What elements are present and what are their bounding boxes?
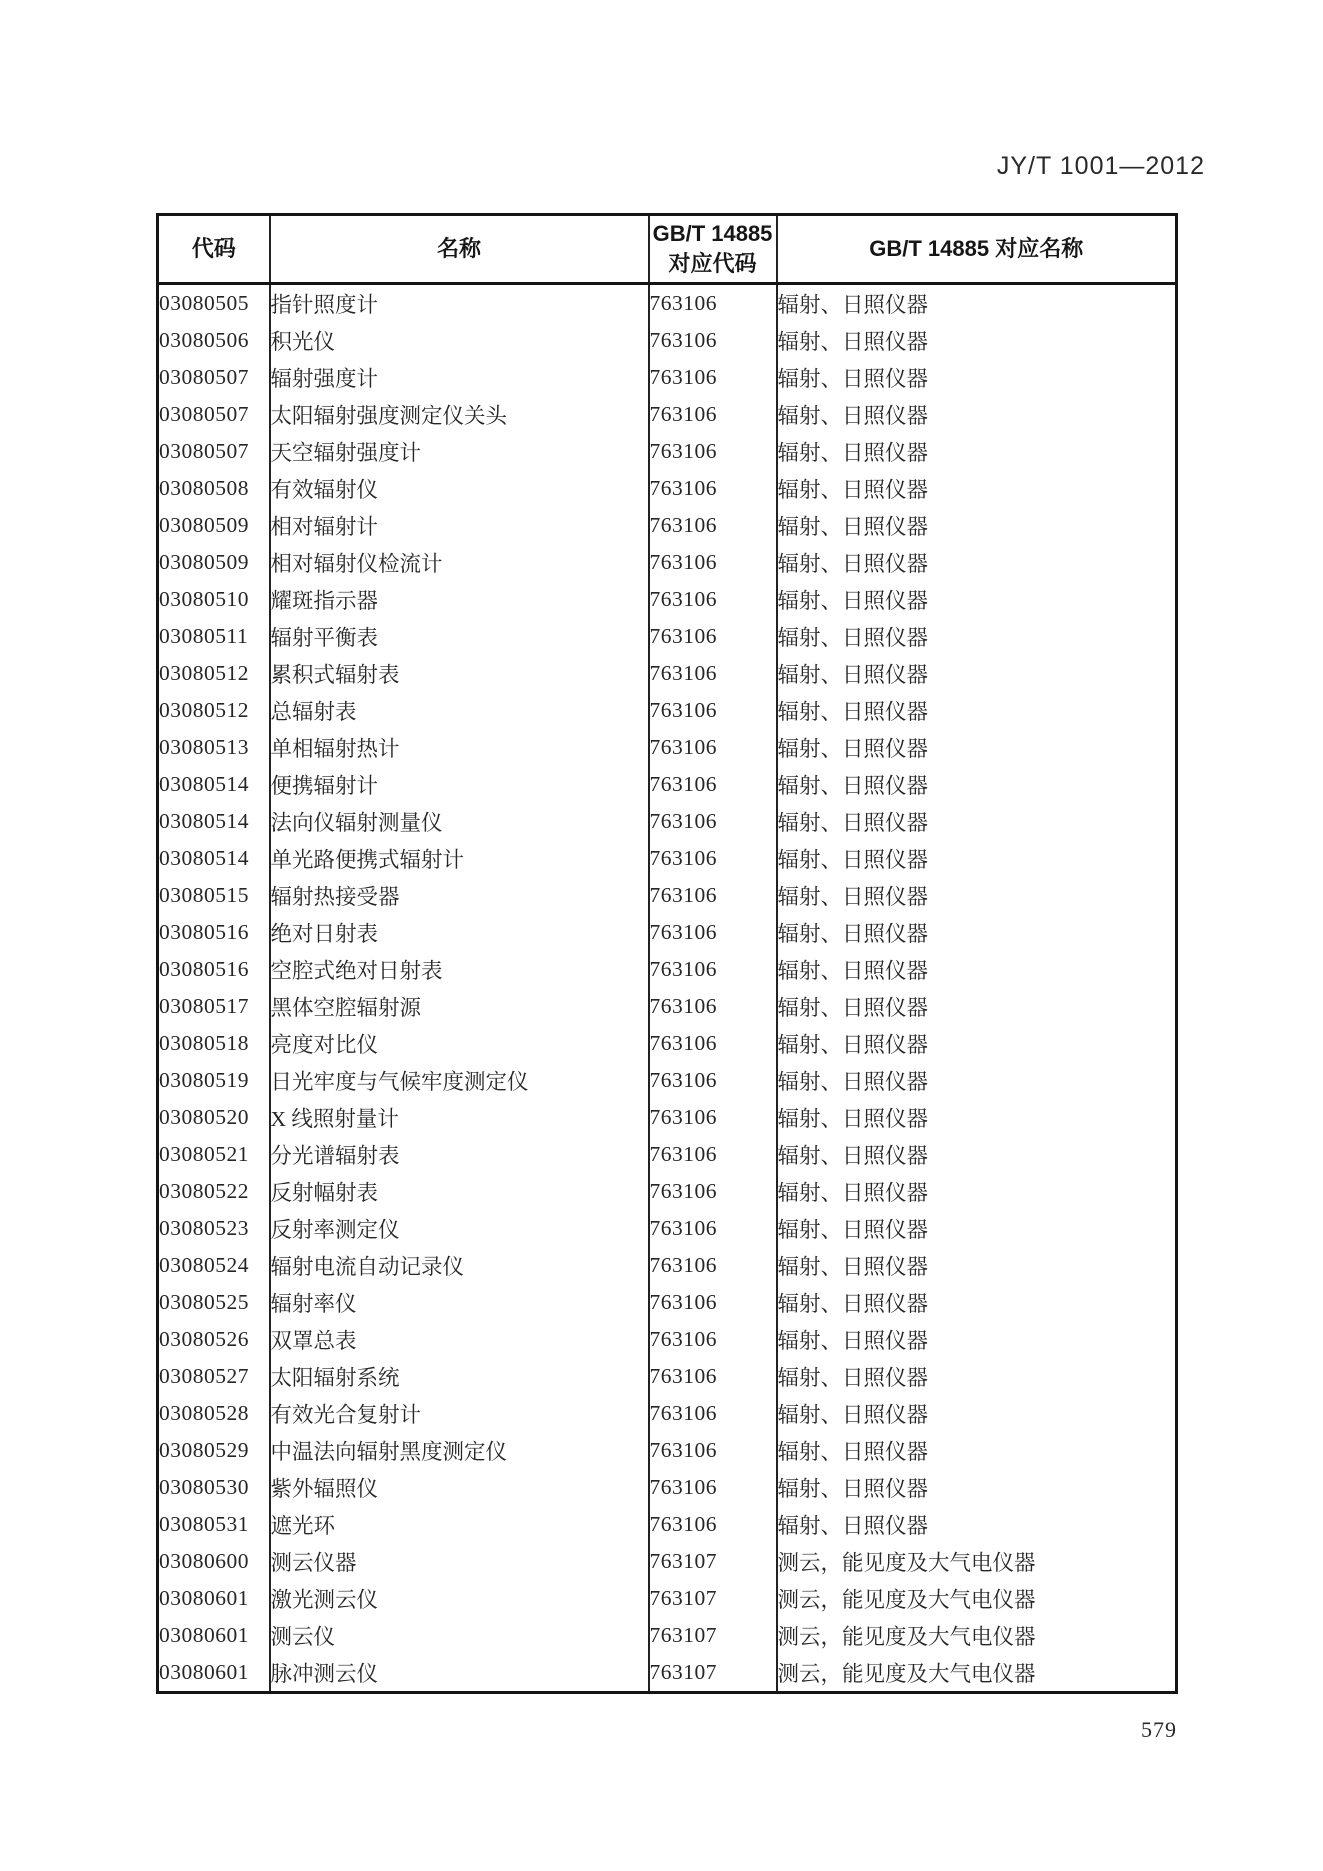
gbt-name-cell: 辐射、日照仪器 xyxy=(777,885,929,909)
header-gbt-name: GB/T 14885 对应名称 xyxy=(777,215,1177,284)
gbt-name-cell: 测云，能见度及大气电仪器 xyxy=(777,1588,1036,1612)
code-cell: 03080522 xyxy=(158,1173,270,1210)
name-cell: 辐射电流自动记录仪 xyxy=(270,1247,649,1284)
table-row xyxy=(158,284,1177,323)
name-cell: 脉冲测云仪 xyxy=(270,1654,649,1693)
gbt-name-cell: 辐射、日照仪器 xyxy=(777,663,929,687)
table-row xyxy=(158,840,1177,877)
code-cell: 03080516 xyxy=(158,914,270,951)
gbt-code-cell: 763106 xyxy=(649,1136,777,1173)
table-row xyxy=(158,877,1177,914)
gbt-code-cell: 763106 xyxy=(649,322,777,359)
name-cell: 测云仪器 xyxy=(270,1543,649,1580)
gbt-code-cell: 763106 xyxy=(649,877,777,914)
name-cell: 相对辐射计 xyxy=(270,507,649,544)
gbt-code-cell: 763107 xyxy=(649,1580,777,1617)
name-cell: 反射幅射表 xyxy=(270,1173,649,1210)
table-row xyxy=(158,1506,1177,1543)
table-header-row xyxy=(158,215,1177,284)
code-cell: 03080507 xyxy=(158,433,270,470)
gbt-code-cell: 763106 xyxy=(649,692,777,729)
table-row xyxy=(158,544,1177,581)
gbt-code-cell: 763106 xyxy=(649,1469,777,1506)
gbt-name-cell: 辐射、日照仪器 xyxy=(777,1255,929,1279)
code-cell: 03080517 xyxy=(158,988,270,1025)
code-cell: 03080601 xyxy=(158,1654,270,1693)
name-cell: 便携辐射计 xyxy=(270,766,649,803)
table-row xyxy=(158,1543,1177,1580)
gbt-code-cell: 763106 xyxy=(649,1247,777,1284)
code-cell: 03080507 xyxy=(158,359,270,396)
name-cell: 法向仪辐射测量仪 xyxy=(270,803,649,840)
gbt-code-cell: 763106 xyxy=(649,284,777,323)
gbt-code-cell: 763107 xyxy=(649,1654,777,1693)
gbt-name-cell: 辐射、日照仪器 xyxy=(777,330,929,354)
gbt-name-cell: 辐射、日照仪器 xyxy=(777,700,929,724)
table-row xyxy=(158,692,1177,729)
gbt-name-cell: 辐射、日照仪器 xyxy=(777,848,929,872)
table-row xyxy=(158,1210,1177,1247)
name-cell: 日光牢度与气候牢度测定仪 xyxy=(270,1062,649,1099)
code-cell: 03080516 xyxy=(158,951,270,988)
gbt-code-cell: 763106 xyxy=(649,1506,777,1543)
gbt-name-cell: 辐射、日照仪器 xyxy=(777,1403,929,1427)
name-cell: 单光路便携式辐射计 xyxy=(270,840,649,877)
gbt-name-cell: 辐射、日照仪器 xyxy=(777,811,929,835)
code-cell: 03080512 xyxy=(158,655,270,692)
table-body xyxy=(158,284,1177,1693)
name-cell: 有效光合复射计 xyxy=(270,1395,649,1432)
name-cell: 辐射强度计 xyxy=(270,359,649,396)
code-mapping-table xyxy=(156,213,1178,1694)
table-row xyxy=(158,396,1177,433)
table-row xyxy=(158,1321,1177,1358)
name-cell: 辐射平衡表 xyxy=(270,618,649,655)
gbt-code-cell: 763106 xyxy=(649,618,777,655)
code-cell: 03080601 xyxy=(158,1617,270,1654)
name-cell: 分光谱辐射表 xyxy=(270,1136,649,1173)
table-row xyxy=(158,1617,1177,1654)
name-cell: 累积式辐射表 xyxy=(270,655,649,692)
name-cell: 空腔式绝对日射表 xyxy=(270,951,649,988)
gbt-name-cell: 辐射、日照仪器 xyxy=(777,1292,929,1316)
gbt-name-cell: 辐射、日照仪器 xyxy=(777,1440,929,1464)
code-cell: 03080512 xyxy=(158,692,270,729)
gbt-name-cell: 测云，能见度及大气电仪器 xyxy=(777,1625,1036,1649)
table-header xyxy=(158,215,1177,284)
table-row xyxy=(158,1432,1177,1469)
table-row xyxy=(158,618,1177,655)
name-cell: 辐射热接受器 xyxy=(270,877,649,914)
gbt-name-cell: 辐射、日照仪器 xyxy=(777,1181,929,1205)
gbt-name-cell: 辐射、日照仪器 xyxy=(777,1329,929,1353)
code-cell: 03080518 xyxy=(158,1025,270,1062)
name-cell: 绝对日射表 xyxy=(270,914,649,951)
gbt-name-cell: 辐射、日照仪器 xyxy=(777,996,929,1020)
table-row xyxy=(158,1358,1177,1395)
name-cell: 总辐射表 xyxy=(270,692,649,729)
table-row xyxy=(158,988,1177,1025)
gbt-code-cell: 763106 xyxy=(649,840,777,877)
gbt-code-cell: 763106 xyxy=(649,988,777,1025)
code-cell: 03080507 xyxy=(158,396,270,433)
name-cell: 双罩总表 xyxy=(270,1321,649,1358)
gbt-name-cell: 辐射、日照仪器 xyxy=(777,478,929,502)
code-cell: 03080525 xyxy=(158,1284,270,1321)
gbt-name-cell: 辐射、日照仪器 xyxy=(777,1107,929,1131)
header-gbt-code-line1: GB/T 14885 xyxy=(652,221,773,247)
gbt-name-cell: 测云，能见度及大气电仪器 xyxy=(777,1662,1036,1686)
name-cell: 天空辐射强度计 xyxy=(270,433,649,470)
code-cell: 03080529 xyxy=(158,1432,270,1469)
gbt-code-cell: 763106 xyxy=(649,914,777,951)
gbt-name-cell: 辐射、日照仪器 xyxy=(777,441,929,465)
gbt-name-cell: 辐射、日照仪器 xyxy=(777,774,929,798)
gbt-code-cell: 763106 xyxy=(649,1099,777,1136)
gbt-name-cell: 辐射、日照仪器 xyxy=(777,404,929,428)
table-row xyxy=(158,1395,1177,1432)
name-cell: 辐射率仪 xyxy=(270,1284,649,1321)
name-cell: 遮光环 xyxy=(270,1506,649,1543)
code-cell: 03080514 xyxy=(158,840,270,877)
code-cell: 03080508 xyxy=(158,470,270,507)
gbt-code-cell: 763106 xyxy=(649,1432,777,1469)
table-row xyxy=(158,729,1177,766)
gbt-name-cell: 辐射、日照仪器 xyxy=(777,626,929,650)
gbt-name-cell: 辐射、日照仪器 xyxy=(777,1218,929,1242)
gbt-name-cell: 辐射、日照仪器 xyxy=(777,1144,929,1168)
code-cell: 03080514 xyxy=(158,803,270,840)
table-row xyxy=(158,1284,1177,1321)
table-row xyxy=(158,1469,1177,1506)
code-cell: 03080505 xyxy=(158,284,270,323)
name-cell: 太阳辐射系统 xyxy=(270,1358,649,1395)
code-cell: 03080506 xyxy=(158,322,270,359)
gbt-name-cell: 辐射、日照仪器 xyxy=(777,1514,929,1538)
table-row xyxy=(158,1136,1177,1173)
code-cell: 03080511 xyxy=(158,618,270,655)
gbt-name-cell: 辐射、日照仪器 xyxy=(777,367,929,391)
table-row xyxy=(158,1062,1177,1099)
code-cell: 03080510 xyxy=(158,581,270,618)
gbt-code-cell: 763106 xyxy=(649,729,777,766)
code-cell: 03080521 xyxy=(158,1136,270,1173)
gbt-code-cell: 763106 xyxy=(649,766,777,803)
table-row xyxy=(158,507,1177,544)
name-cell: 黑体空腔辐射源 xyxy=(270,988,649,1025)
header-code: 代码 xyxy=(158,215,270,284)
gbt-name-cell: 辐射、日照仪器 xyxy=(777,1033,929,1057)
gbt-code-cell: 763106 xyxy=(649,655,777,692)
code-cell: 03080530 xyxy=(158,1469,270,1506)
gbt-name-cell: 辐射、日照仪器 xyxy=(777,1366,929,1390)
gbt-name-cell: 辐射、日照仪器 xyxy=(777,589,929,613)
code-cell: 03080523 xyxy=(158,1210,270,1247)
table-row xyxy=(158,433,1177,470)
page-number: 579 xyxy=(1141,1717,1177,1742)
gbt-code-cell: 763106 xyxy=(649,1173,777,1210)
name-cell: 相对辐射仪检流计 xyxy=(270,544,649,581)
code-cell: 03080509 xyxy=(158,544,270,581)
table-row xyxy=(158,655,1177,692)
gbt-name-cell: 辐射、日照仪器 xyxy=(777,552,929,576)
gbt-code-cell: 763106 xyxy=(649,803,777,840)
gbt-code-cell: 763106 xyxy=(649,1395,777,1432)
code-cell: 03080509 xyxy=(158,507,270,544)
name-cell: 亮度对比仪 xyxy=(270,1025,649,1062)
table-row xyxy=(158,951,1177,988)
code-cell: 03080600 xyxy=(158,1543,270,1580)
table-row xyxy=(158,322,1177,359)
name-cell: 单相辐射热计 xyxy=(270,729,649,766)
code-cell: 03080527 xyxy=(158,1358,270,1395)
gbt-code-cell: 763106 xyxy=(649,507,777,544)
gbt-code-cell: 763106 xyxy=(649,470,777,507)
gbt-code-cell: 763106 xyxy=(649,359,777,396)
table-row xyxy=(158,1025,1177,1062)
gbt-code-cell: 763106 xyxy=(649,1210,777,1247)
name-cell: 积光仪 xyxy=(270,322,649,359)
name-cell: X 线照射量计 xyxy=(270,1099,649,1136)
code-cell: 03080524 xyxy=(158,1247,270,1284)
gbt-name-cell: 辐射、日照仪器 xyxy=(777,293,929,317)
gbt-code-cell: 763106 xyxy=(649,1284,777,1321)
code-cell: 03080519 xyxy=(158,1062,270,1099)
code-cell: 03080528 xyxy=(158,1395,270,1432)
gbt-name-cell: 辐射、日照仪器 xyxy=(777,737,929,761)
gbt-code-cell: 763106 xyxy=(649,1321,777,1358)
gbt-code-cell: 763106 xyxy=(649,396,777,433)
name-cell: 测云仪 xyxy=(270,1617,649,1654)
gbt-code-cell: 763107 xyxy=(649,1543,777,1580)
name-cell: 指针照度计 xyxy=(270,284,649,323)
table-row xyxy=(158,359,1177,396)
code-cell: 03080515 xyxy=(158,877,270,914)
header-gbt-code xyxy=(649,215,777,284)
table-row xyxy=(158,1580,1177,1617)
gbt-code-cell: 763106 xyxy=(649,1025,777,1062)
gbt-code-cell: 763106 xyxy=(649,544,777,581)
table-row xyxy=(158,803,1177,840)
table-row xyxy=(158,1247,1177,1284)
standard-number-heading: JY/T 1001—2012 xyxy=(996,152,1205,180)
code-cell: 03080514 xyxy=(158,766,270,803)
table-row xyxy=(158,1654,1177,1693)
name-cell: 太阳辐射强度测定仪关头 xyxy=(270,396,649,433)
gbt-name-cell: 辐射、日照仪器 xyxy=(777,1477,929,1501)
code-cell: 03080513 xyxy=(158,729,270,766)
gbt-code-cell: 763106 xyxy=(649,433,777,470)
code-cell: 03080601 xyxy=(158,1580,270,1617)
code-cell: 03080520 xyxy=(158,1099,270,1136)
header-gbt-code-line2: 对应代码 xyxy=(668,251,757,276)
name-cell: 有效辐射仪 xyxy=(270,470,649,507)
name-cell: 中温法向辐射黑度测定仪 xyxy=(270,1432,649,1469)
name-cell: 紫外辐照仪 xyxy=(270,1469,649,1506)
gbt-code-cell: 763106 xyxy=(649,1358,777,1395)
table-row xyxy=(158,766,1177,803)
gbt-name-cell: 辐射、日照仪器 xyxy=(777,1070,929,1094)
header-name: 名称 xyxy=(270,215,649,284)
gbt-name-cell: 辐射、日照仪器 xyxy=(777,922,929,946)
gbt-code-cell: 763106 xyxy=(649,1062,777,1099)
gbt-code-cell: 763106 xyxy=(649,581,777,618)
table-row xyxy=(158,1173,1177,1210)
table-row xyxy=(158,470,1177,507)
gbt-name-cell: 辐射、日照仪器 xyxy=(777,959,929,983)
code-cell: 03080531 xyxy=(158,1506,270,1543)
gbt-code-cell: 763106 xyxy=(649,951,777,988)
gbt-name-cell: 测云，能见度及大气电仪器 xyxy=(777,1551,1036,1575)
name-cell: 耀斑指示器 xyxy=(270,581,649,618)
code-cell: 03080526 xyxy=(158,1321,270,1358)
table-row xyxy=(158,581,1177,618)
name-cell: 激光测云仪 xyxy=(270,1580,649,1617)
table-row xyxy=(158,1099,1177,1136)
gbt-name-cell: 辐射、日照仪器 xyxy=(777,515,929,539)
gbt-code-cell: 763107 xyxy=(649,1617,777,1654)
name-cell: 反射率测定仪 xyxy=(270,1210,649,1247)
table-row xyxy=(158,914,1177,951)
